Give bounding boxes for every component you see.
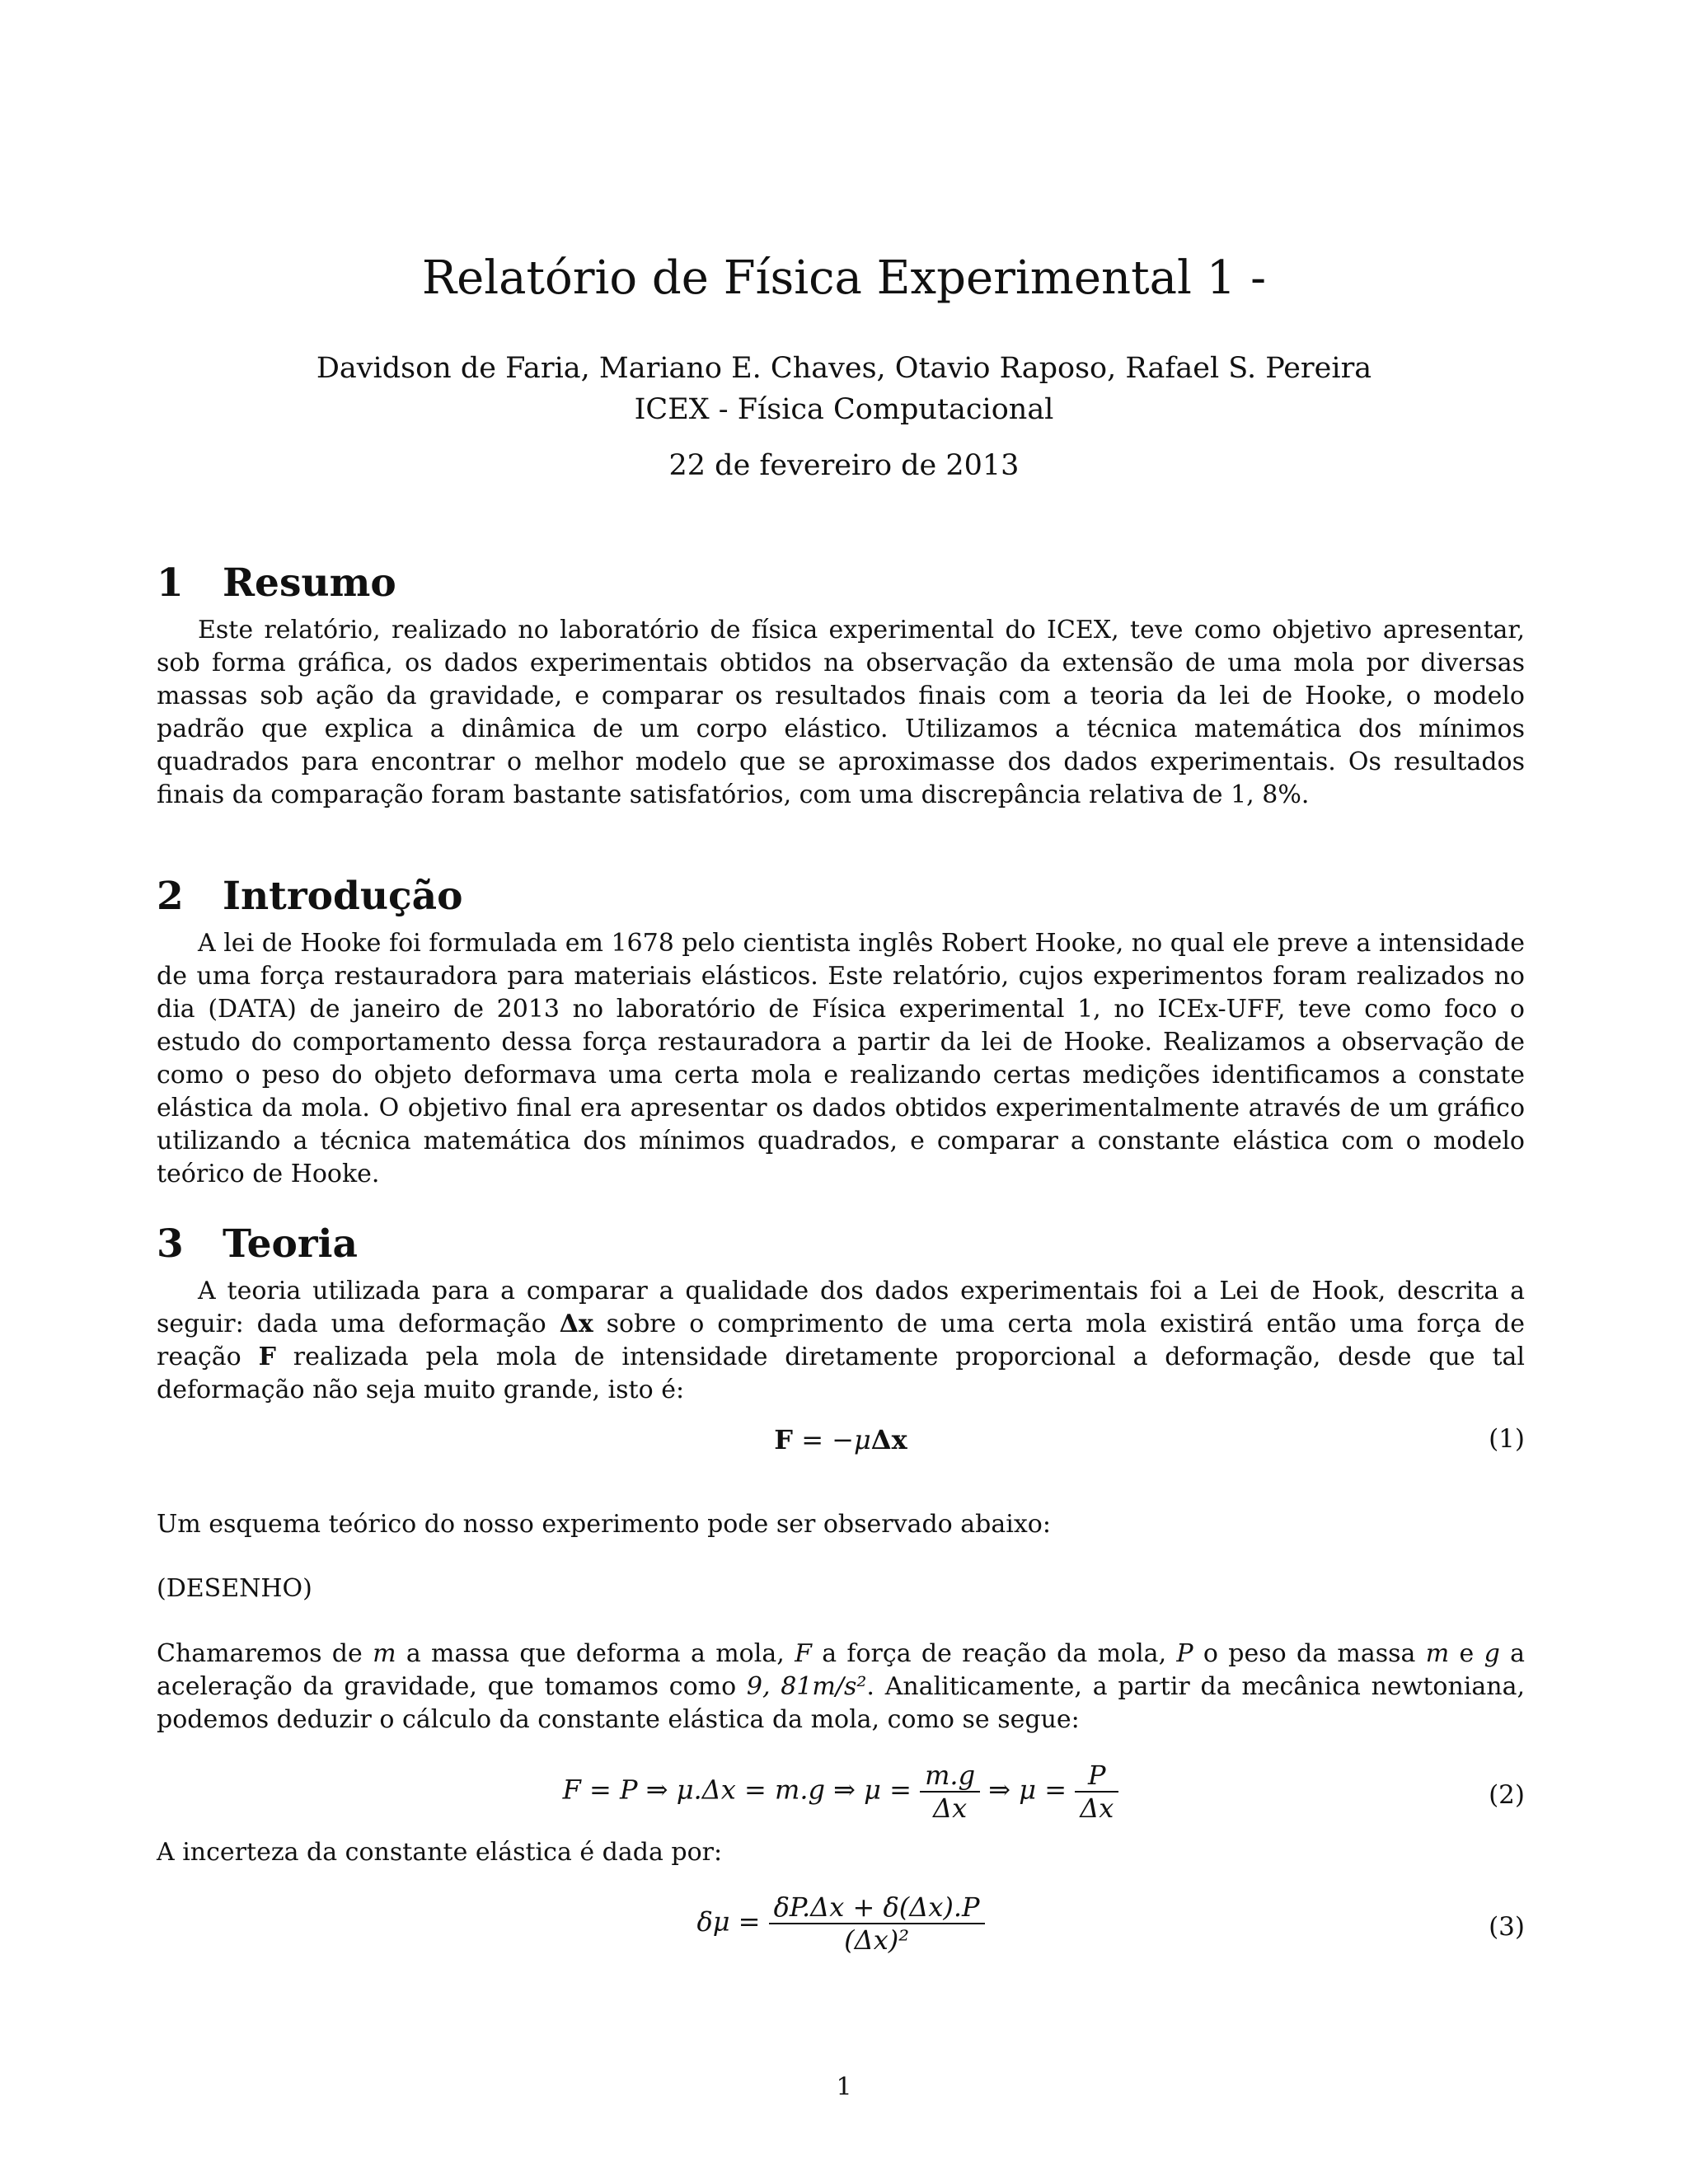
author-block <box>0 348 1688 430</box>
fraction-numerator: P <box>1075 1760 1118 1793</box>
section-title: Introdução <box>223 874 463 919</box>
fraction-denominator: Δx <box>933 1793 968 1824</box>
desenho-placeholder: (DESENHO) <box>157 1574 312 1603</box>
fraction-denominator: Δx <box>1080 1793 1114 1824</box>
teoria-paragraph <box>157 1275 1525 1407</box>
text-fragment: e <box>1459 1639 1475 1668</box>
equation-3 <box>157 1891 1525 1966</box>
force-symbol: F <box>258 1343 276 1371</box>
equation-1-body <box>157 1424 1525 1455</box>
equation-2-body <box>157 1760 1525 1824</box>
text-fragment: Chamaremos de <box>157 1639 363 1668</box>
text-fragment: a massa que deforma a mola, <box>406 1639 785 1668</box>
section-heading-resumo <box>157 560 396 606</box>
section-title: Teoria <box>223 1221 358 1267</box>
introducao-paragraph: A lei de Hooke foi formulada em 1678 pelo cientista inglês Robert Hooke, no qual ele preve a intensidade de uma força restauradora para materiais elásticos. Este relatório, cujos experimentos foram realizados no dia (DATA) de janeiro de 2013 no laboratório de Física experimental 1, no ICEx-UFF, teve como foco o estudo do comportamento dessa força restauradora a partir da lei de Hooke. Realizamos a observação de como o peso do objeto deformava uma certa mola e realizando certas medições identificamos a constate elástica da mola. O objetivo final era apresentar os dados obtidos experimentalmente através de um gráfico utilizando a técnica matemática dos mínimos quadrados, e comparar a constante elástica com o modelo teórico de Hooke. <box>157 929 1525 1188</box>
equation-3-label: (3) <box>1489 1912 1525 1942</box>
eq3-lhs: δμ = <box>696 1905 761 1938</box>
gravity-symbol: g <box>1484 1639 1500 1668</box>
text-fragment: a aceleração da gravidade, que tomamos como <box>157 1639 1525 1701</box>
section-number: 2 <box>157 874 184 919</box>
equation-1-label: (1) <box>1489 1424 1525 1454</box>
force-symbol: F <box>795 1639 812 1668</box>
page-number: 1 <box>836 2073 852 2102</box>
paper-date: 22 de fevereiro de 2013 <box>668 449 1020 482</box>
authors-names: Davidson de Faria, Mariano E. Chaves, Otavio Raposo, Rafael S. Pereira <box>316 352 1372 385</box>
paper-title: Relatório de Física Experimental 1 - <box>421 251 1267 305</box>
equation-1 <box>157 1424 1525 1474</box>
eq1-lhs: F <box>774 1424 794 1455</box>
section-title: Resumo <box>223 560 396 606</box>
resumo-paragraph: Este relatório, realizado no laboratório de física experimental do ICEX, teve como objetivo apresentar, sob forma gráfica, os dados experimentais obtidos na observação da extensão de uma mola por diversas massas sob ação da gravidade, e comparar os resultados finais com a teoria da lei de Hooke, o modelo padrão que explica a dinâmica de um corpo elástico. Utilizamos a técnica matemática dos mínimos quadrados para encontrar o melhor modelo que se aproximasse dos dados experimentais. Os resultados finais da comparação foram bastante satisfatórios, com uma discrepância relativa de 1, 8%. <box>157 616 1525 809</box>
mass-symbol: m <box>373 1639 396 1668</box>
delta-x-symbol: Δx <box>559 1310 593 1338</box>
equation-3-body <box>157 1891 1525 1956</box>
chamaremos-paragraph <box>157 1638 1525 1736</box>
text-fragment: a força de reação da mola, <box>822 1639 1167 1668</box>
eq1-equals: = − <box>793 1424 854 1455</box>
eq2-fraction-2 <box>1075 1760 1118 1824</box>
equation-2 <box>157 1760 1525 1834</box>
eq3-fraction <box>769 1891 985 1956</box>
fraction-numerator: m.g <box>920 1760 980 1793</box>
gravity-value: 9, 81m/s² <box>746 1672 867 1701</box>
section-number: 1 <box>157 560 184 606</box>
fraction-denominator: (Δx)² <box>844 1924 910 1956</box>
eq2-part2: ⇒ μ = <box>988 1774 1067 1806</box>
eq2-fraction-1 <box>920 1760 980 1824</box>
eq1-rhs: Δx <box>870 1424 907 1455</box>
teoria-text-a: A teoria utilizada para a comparar a qualidade dos dados experimentais foi a Lei de Hook, descrita a seguir: dada uma deformação <box>157 1277 1525 1338</box>
equation-2-label: (2) <box>1489 1780 1525 1810</box>
eq1-mu: μ <box>853 1424 871 1455</box>
section-heading-introducao <box>157 874 462 919</box>
section-heading-teoria <box>157 1221 358 1267</box>
weight-symbol: P <box>1176 1639 1193 1668</box>
eq2-part1: F = P ⇒ μ.Δx = m.g ⇒ μ = <box>562 1774 912 1806</box>
teoria-text-b: sobre o comprimento de uma certa mola existirá então uma força de reação <box>157 1310 1525 1371</box>
esquema-paragraph: Um esquema teórico do nosso experimento pode ser observado abaixo: <box>157 1510 1051 1539</box>
text-fragment: o peso da massa <box>1203 1639 1416 1668</box>
text-fragment: . Analiticamente, a partir da mecânica newtoniana, podemos deduzir o cálculo da constante elástica da mola, como se segue: <box>157 1672 1525 1734</box>
incerteza-paragraph: A incerteza da constante elástica é dada por: <box>157 1838 723 1867</box>
fraction-numerator: δP.Δx + δ(Δx).P <box>769 1891 985 1924</box>
teoria-text-c: realizada pela mola de intensidade diretamente proporcional a deformação, desde que tal deformação não seja muito grande, isto é: <box>157 1343 1526 1404</box>
mass-symbol: m <box>1425 1639 1450 1668</box>
section-number: 3 <box>157 1221 184 1267</box>
authors-affiliation: ICEX - Física Computacional <box>634 393 1054 426</box>
